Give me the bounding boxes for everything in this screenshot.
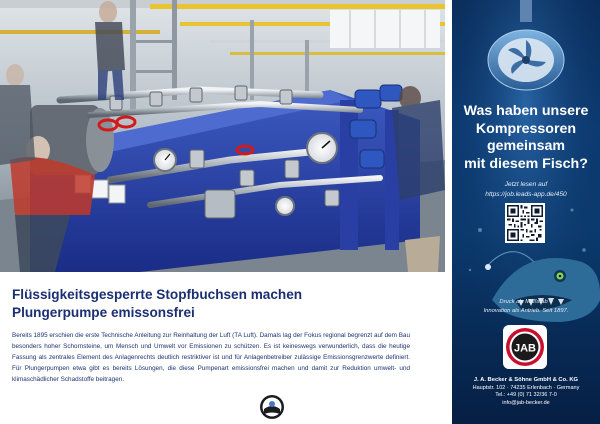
ad-slogan [452,298,600,316]
article-body [12,331,410,386]
ad-readmore-label: Jetzt lesen auf [504,181,548,188]
ad-company-info [452,377,600,407]
ad-headline-line-2: Kompressoren [475,120,577,137]
headline-line-2: Plungerpumpe emissonsfrei [12,305,195,320]
jab-logo [502,324,548,370]
ad-headline-line-3: gemeinsam [486,138,566,154]
logo-lettering: JAB [513,342,537,355]
company-address: Hauptstr. 102 · 74235 Erlenbach · Germany [472,384,580,391]
article [0,272,445,424]
industrial-pump-photo [0,0,445,272]
ad-headline [452,103,600,173]
ad-slogan-line-1: Druck als Maßstab – [499,299,553,305]
ad-slogan-line-2: Innovation als Antrieb. Seit 1897. [483,308,569,314]
qr-code-icon[interactable] [505,203,545,243]
magazine-badge-icon [259,394,285,420]
jab-advertisement [452,0,600,424]
article-headline [12,286,312,322]
article-body-paragraph: Bereits 1895 erschien die erste Technische Anleitung zur Reinhaltung der Luft (TA Luft). Damals lag der Fokus regional begrenzt auf dem Bau besonders hoher Schornsteine, um Mensch und Umwelt vor Emissionen zu schützen. Es ist keineswegs verwunderlich, dass die heutige Fassung als zentrales Element des Anlagenrechts deutlich restriktiver ist und für Anlagenbetreiber zulässige Emissionsgrenzwerte definiert. Für Plungerpumpen etwa gibt es bereits Lösungen, die diese Pumpenart emissionsfrei machen und damit zur Reduktion umwelt- und klimaschädlicher Schadstoffe beitragen. [12,332,410,383]
company-name: J. A. Becker & Söhne GmbH & Co. KG [473,377,579,383]
ad-readmore [452,180,600,199]
company-phone: Tel.: +49 (0) 71 32/36 7-0 [495,392,557,399]
ad-headline-line-4: mit diesem Fisch? [464,155,588,172]
ad-headline-line-1: Was haben unsere [463,103,589,119]
ad-readmore-url[interactable]: https://job.leads-app.de/450 [485,190,567,198]
company-email[interactable]: info@jab-becker.de [502,399,550,406]
headline-line-1: Flüssigkeitsgesperrte Stopfbuchsen machen [12,287,303,302]
